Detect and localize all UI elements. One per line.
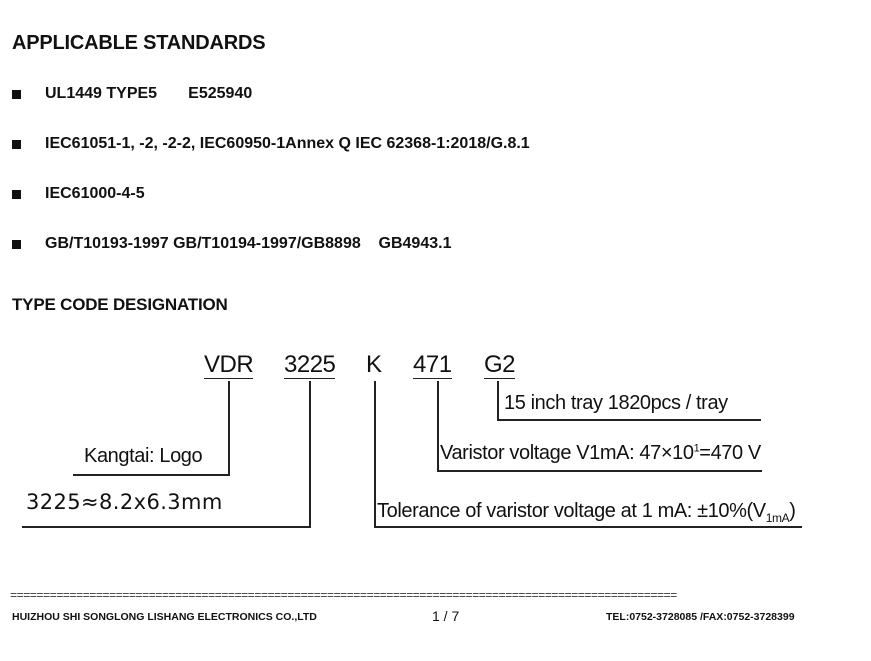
leader-line-vdr-vertical	[228, 381, 230, 475]
type-code-heading: TYPE CODE DESIGNATION	[12, 295, 228, 314]
description-voltage	[440, 442, 761, 465]
leader-line-size-horizontal	[22, 526, 311, 528]
description-packing: 15 inch tray 1820pcs / tray	[504, 392, 728, 414]
square-bullet-icon	[12, 140, 21, 149]
leader-line-packing-horizontal	[497, 419, 761, 421]
footer-separator: =====================================================================================================	[10, 589, 677, 603]
applicable-standards-heading: APPLICABLE STANDARDS	[12, 32, 266, 54]
leader-line-size-vertical	[309, 381, 311, 527]
description-logo: Kangtai: Logo	[84, 445, 203, 467]
leader-line-packing-vertical	[497, 381, 499, 420]
tolerance-subscript: 1mA	[765, 511, 790, 525]
code-part-vdr: VDR	[204, 351, 254, 378]
footer-page-number: 1 / 7	[432, 608, 460, 624]
leader-line-tolerance-vertical	[374, 381, 376, 527]
square-bullet-icon	[12, 240, 21, 249]
voltage-result: =470 V	[699, 442, 761, 464]
footer-company: HUIZHOU SHI SONGLONG LISHANG ELECTRONICS CO.,LTD	[12, 611, 317, 623]
leader-line-tolerance-horizontal	[374, 526, 802, 528]
tolerance-close: )	[789, 500, 796, 522]
code-part-tolerance: K	[366, 351, 383, 378]
leader-line-voltage-horizontal	[437, 470, 762, 472]
standard-text: GB/T10193-1997 GB/T10194-1997/GB8898 GB4943.1	[45, 235, 452, 252]
footer-contact: TEL:0752-3728085 /FAX:0752-3728399	[606, 611, 795, 623]
standard-item-ul1449	[12, 82, 252, 106]
standard-text: UL1449 TYPE5 E525940	[45, 85, 253, 102]
standard-text: IEC61000-4-5	[45, 185, 145, 202]
description-size: 3225≈8.2x6.3mm	[26, 490, 223, 514]
leader-line-vdr-horizontal	[73, 474, 230, 476]
standard-item-iec61051	[12, 132, 530, 156]
code-part-packing: G2	[484, 351, 516, 378]
description-tolerance	[377, 500, 795, 525]
square-bullet-icon	[12, 190, 21, 199]
standard-item-gbt	[12, 232, 451, 256]
tolerance-text: Tolerance of varistor voltage at 1 mA: ±10%(V	[377, 500, 766, 522]
standard-text: IEC61051-1, -2, -2-2, IEC60950-1Annex Q IEC 62368-1:2018/G.8.1	[45, 135, 530, 152]
voltage-text: Varistor voltage V1mA: 47×10	[440, 442, 694, 464]
standard-item-iec61000	[12, 182, 145, 206]
square-bullet-icon	[12, 90, 21, 99]
voltage-exponent: 1	[693, 442, 700, 455]
code-part-size: 3225	[284, 351, 336, 378]
code-part-voltage: 471	[413, 351, 452, 378]
leader-line-voltage-vertical	[437, 381, 439, 471]
